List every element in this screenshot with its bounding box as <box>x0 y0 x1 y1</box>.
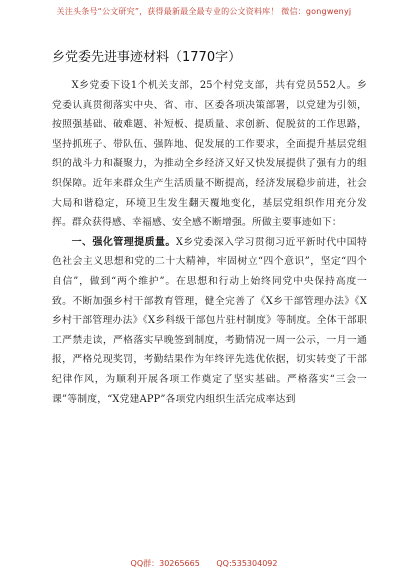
section-1-heading: 一、强化管理提质量。 <box>71 236 176 248</box>
header-banner: 关注头条号“公文研究”，获得最新最全最专业的公文资料库！ 微信：gongwenyj <box>56 7 352 16</box>
footer-qq: QQ:535304092 <box>216 559 278 568</box>
document-body <box>52 46 367 409</box>
footer-contacts <box>0 558 408 569</box>
section-1-body: X乡党委深入学习贯彻习近平新时代中国特色社会主义思想和党的二十大精神，牢固树立“四个意识”，坚定“四个自信”，做到“两个维护”。在思想和行动上始终同党中央保持高度一致。不断加强乡村干部教育管理，健全完善了《X乡干部管理办法》《X乡村干部管理办法》《X乡科级干部包片驻村制度》等制度。全体干部职工严禁走读，严格落实早晚签到制度，考勤情况一周一公示，一月一通报，严格兑现奖罚，考勤结果作为年终评先选优依据，切实转变了干部纪律作风，为顺利开展各项工作奠定了坚实基础。严格落实“三会一课”等制度，“X党建APP”各项党内组织生活完成率达到 <box>52 236 367 405</box>
intro-paragraph: X乡党委下设1个机关支部，25个村党支部，共有党员552人。乡党委认真贯彻落实中央、省、市、区委各项决策部署，以党建为引领，按照强基础、破难题、补短板、提质量、求创新、促脱贫的工作思路，坚持抓班子、带队伍、强阵地、促发展的工作要求，全面提升基层党组织的战斗力和凝聚力，为推动全乡经济又好又快发展提供了强有力的组织保障。近年来群众生产生活质量不断提高，经济发展稳步前进，社会大局和谐稳定，环境卫生发生翻天覆地变化，基层党组织作用充分发挥。群众获得感、幸福感、安全感不断增强。所做主要事迹如下： <box>52 80 367 229</box>
footer-qq-group: QQ群：30265665 <box>130 559 200 568</box>
document-title: 乡党委先进事迹材料（1770字） <box>52 50 242 65</box>
section-1-paragraph <box>52 233 367 409</box>
